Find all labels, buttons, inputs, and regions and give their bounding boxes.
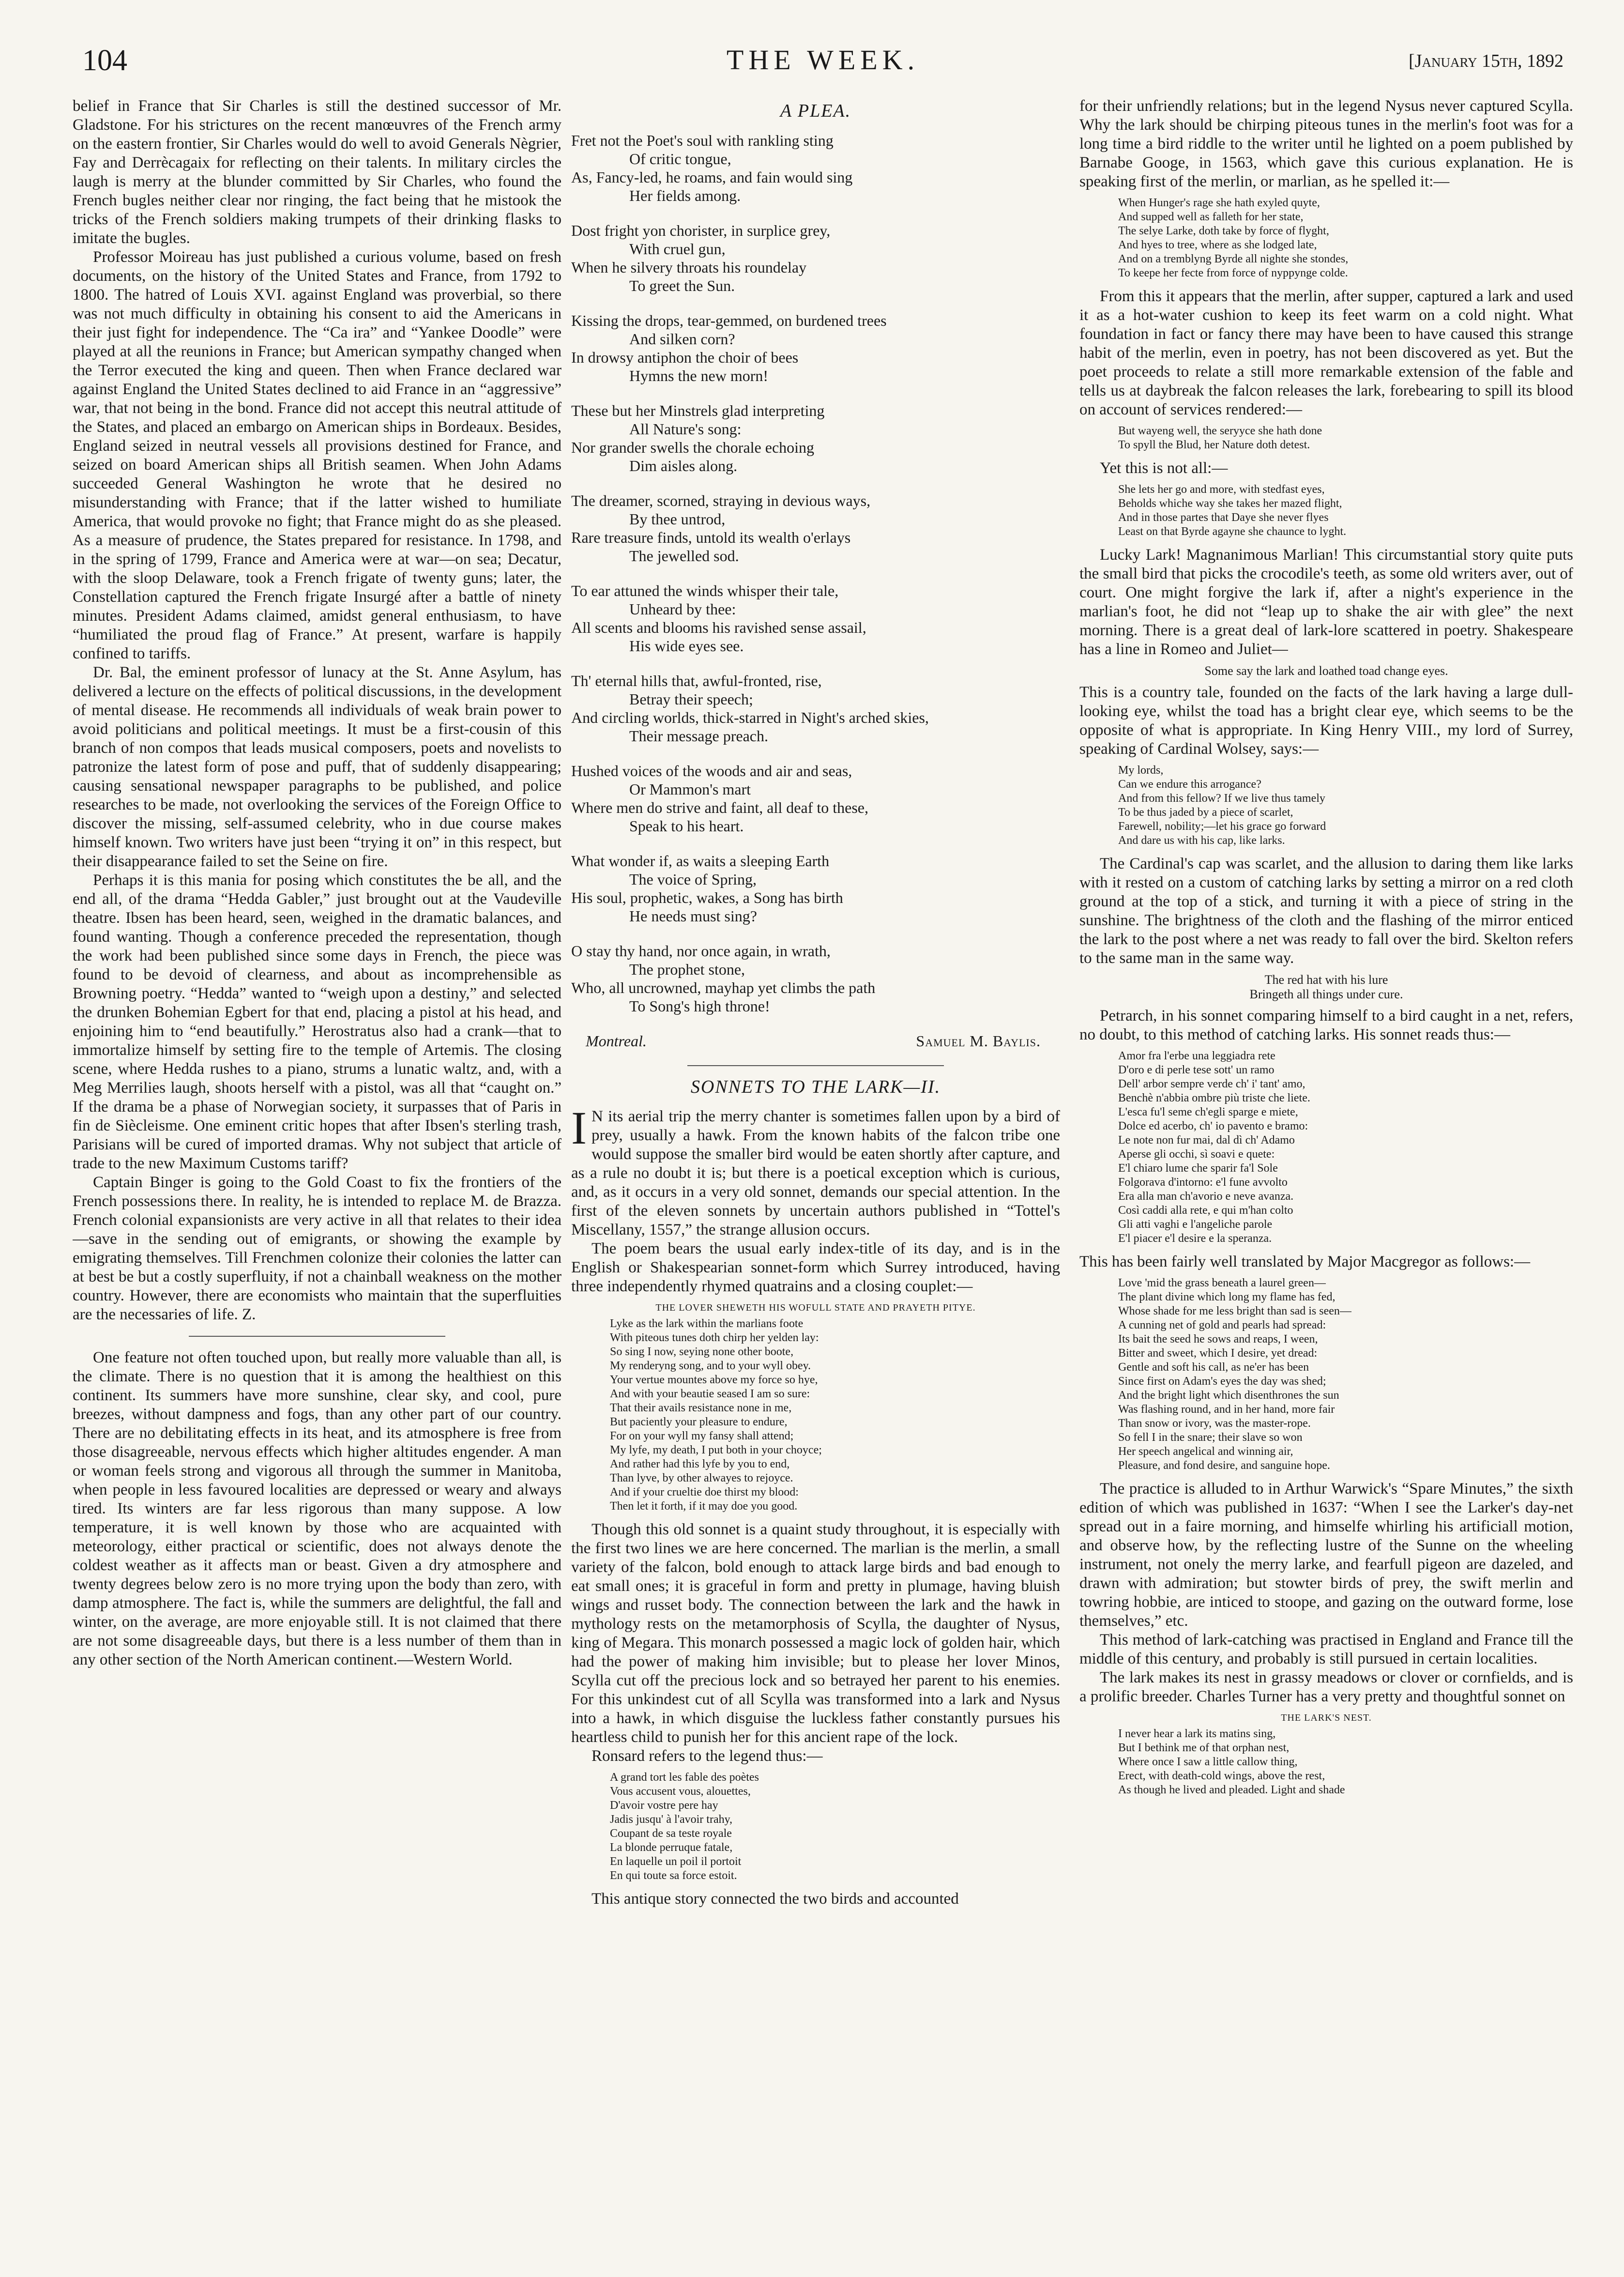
verse-line: When he silvery throats his roundelay: [571, 259, 807, 276]
shakespeare-quote: Some say the lark and loathed toad change eyes.: [1204, 664, 1448, 678]
issue-date: [January 15th, 1892: [1409, 51, 1563, 71]
verse-line: Bringeth all things under cure.: [1249, 987, 1403, 1001]
verse-line: Rare treasure finds, untold its wealth o'erlays: [571, 529, 851, 546]
verse-line: To be thus jaded by a piece of scarlet,: [1118, 806, 1293, 819]
verse-line: And supped well as falleth for her state,: [1118, 211, 1304, 223]
verse-line: With cruel gun,: [629, 240, 726, 258]
verse-line: A cunning net of gold and pearls had spread:: [1118, 1319, 1326, 1331]
verse-line: All scents and blooms his ravished sense assail,: [571, 619, 866, 636]
verse-line: En laquelle un poil il portoit: [610, 1855, 742, 1868]
paragraph: This has been fairly well translated by Major Macgregor as follows:—: [1079, 1253, 1531, 1270]
verse-line: The plant divine which long my flame has fed,: [1118, 1291, 1336, 1303]
verse-line: Was flashing round, and in her hand, more fair: [1118, 1403, 1335, 1416]
verse-line: Hymns the new morn!: [629, 367, 769, 384]
verse-line: The prophet stone,: [629, 961, 745, 978]
paragraph: Captain Binger is going to the Gold Coast to fix the frontiers of the French possessions there. In reality, he is intended to replace M. de Brazza. French colonial expansionists are very active in all that relates to their idea—save in the sending out of emigrants, or showing the example by emigrating themselves. Till Frenchmen colonize their colonies the latter can at best be but a costly superfluity, if not a chainball weakness on the mother country. However, there are economists who maintain that the superfluities are the necessaries of life. Z.: [73, 1174, 562, 1323]
verse-line: My renderyng song, and to your wyll obey.: [610, 1360, 811, 1372]
verse-line: And rather had this lyfe by you to end,: [610, 1458, 790, 1470]
quote-title: THE LOVER SHEWETH HIS WOFULL STATE AND PRAYETH PITYE.: [655, 1302, 976, 1313]
verse-line: Can we endure this arrogance?: [1118, 778, 1261, 791]
paragraph: The lark makes its nest in grassy meadows or clover or cornfields, and is a prolific breeder. Charles Turner has a very pretty and thoughtful sonnet on: [1079, 1669, 1573, 1705]
verse-line: D'oro e di perle tese sott' un ramo: [1118, 1064, 1275, 1076]
paragraph: This antique story connected the two birds and accounted: [592, 1890, 959, 1908]
stanza: [571, 491, 1060, 565]
sonnet-quote: [610, 1301, 1060, 1513]
stanza: [571, 852, 1060, 925]
verse-line: Folgorava d'intorno: e'l fune avvolto: [1118, 1176, 1288, 1189]
verse-line: A grand tort les fable des poètes: [610, 1771, 759, 1784]
verse-line: E'l chiaro lume che sparir fa'l Sole: [1118, 1162, 1278, 1175]
verse-line: Amor fra l'erbe una leggiadra rete: [1118, 1050, 1275, 1062]
verse-line: Then let it forth, if it may doe you good.: [610, 1500, 798, 1513]
verse-line: Benchè n'abbia ombre più triste che liete.: [1118, 1092, 1310, 1104]
verse-line: Beholds whiche way she takes her mazed flight,: [1118, 497, 1342, 510]
verse-line: D'avoir vostre pere hay: [610, 1799, 718, 1812]
verse-line: Whose shade for me less bright than sad is seen—: [1118, 1305, 1351, 1317]
verse-line: And from this fellow? If we live thus tamely: [1118, 792, 1325, 805]
paragraph: Perhaps it is this mania for posing which constitutes the be all, and the end all, of the drama “Hedda Gabler,” just brought out at the Vaudeville theatre. Ibsen has been heard, seen, weighed in the dramatic balances, and found wanting. Though a conference preceded the representation, though the work had been published since some days in French, the piece was found to be devoid of clearness, and about as incomprehensible as Browning poetry. “Hedda” wanted to “weigh upon a destiny,” and selected the drunken Bohemian Egbert for that end, placing a pistol at his head, and enjoining him to “end beautifully.” Herostratus also had a crank—that to immortalize himself by setting fire to the temple of Artemis. The closing scene, where Hedda rushes to a piano, strums a lunatic waltz, and, with a Meg Merrilies laugh, shoots herself with a pistol, was all that “caught on.” If the drama be a phase of Norwegian society, it surpasses that of Paris in fin de Siècleisme. One eminent critic hopes that after Ibsen's sterling trash, Parisians will be cured of imported dramas. Why not subject that article of trade to the new Maximum Customs tariff?: [73, 871, 562, 1172]
verse-line: So fell I in the snare; their slave so won: [1118, 1431, 1303, 1444]
verse-line: When Hunger's rage she hath exyled quyte,: [1118, 197, 1320, 209]
verse-line: Gentle and soft his call, as ne'er has been: [1118, 1361, 1309, 1374]
verse-line: Così caddi alla rete, e qui m'han colto: [1118, 1204, 1293, 1217]
verse-line: Than lyve, by other alwayes to rejoyce.: [610, 1472, 793, 1484]
verse-line: L'esca fu'l seme ch'egli sparge e miete,: [1118, 1106, 1298, 1118]
verse-line: And circling worlds, thick-starred in Night's arched skies,: [571, 709, 929, 726]
verse-line: Than snow or ivory, was the master-rope.: [1118, 1417, 1311, 1430]
verse-line: Gli atti vaghi e l'angeliche parole: [1118, 1218, 1273, 1231]
verse-line: And if your crueltie doe thirst my blood:: [610, 1486, 799, 1498]
verse-line: All Nature's song:: [629, 420, 742, 438]
signature-place: Montreal.: [586, 1032, 647, 1050]
paragraph: This method of lark-catching was practised in England and France till the middle of this century, and probably is still pursued in certain localities.: [1079, 1631, 1573, 1667]
paragraph: The practice is alluded to in Arthur Warwick's “Spare Minutes,” the sixth edition of which was published in 1637: “When I see the Larker's day-net spread out in a faire morning, and himselfe whirling his artificiall motion, and observe how, by the reflecting lustre of the Sunne on the wheeling instrument, not onely the merry larke, and fearfull pigeon are dazeled, and drawn with admiration; but stowter birds of prey, the swift merlin and towring hobbie, are inticed to stoope, and gazing on the outward forme, lose themselves,” etc.: [1079, 1480, 1573, 1630]
verse-line: To ear attuned the winds whisper their tale,: [571, 582, 839, 599]
paragraph: The Cardinal's cap was scarlet, and the allusion to daring them like larks with it rested on a custom of catching larks by setting a mirror on a red cloth ground at the top of a stick, and turning it with a piece of string in the sunshine. The brightness of the cloth and the flashing of the mirror enticed the lark to the post where a net was ready to fall over the bird. Skelton refers to the same man in the same way.: [1079, 855, 1573, 967]
verse-line: Le note non fur mai, dal dì ch' Adamo: [1118, 1134, 1295, 1146]
verse-line: As though he lived and pleaded. Light and shade: [1118, 1784, 1345, 1796]
verse-line: The jewelled sod.: [629, 547, 739, 565]
verse-line: Th' eternal hills that, awful-fronted, rise,: [571, 672, 822, 689]
verse-line: For on your wyll my fansy shall attend;: [610, 1430, 794, 1442]
verse-line: The dreamer, scorned, straying in devious ways,: [571, 492, 871, 509]
page-number: 104: [82, 44, 127, 77]
ronsard-quote: [610, 1771, 1060, 1883]
verse-line: E'l piacer e'l desire e la speranza.: [1118, 1232, 1272, 1245]
verse-line: In drowsy antiphon the choir of bees: [571, 349, 799, 366]
verse-line: Erect, with death-cold wings, above the rest,: [1118, 1770, 1325, 1782]
paragraph: One feature not often touched upon, but really more valuable than all, is the climate. There is no question that it is among the healthiest on this continent. Its summers have more sunshine, clear sky, and cool, pure breezes, without dampness and fogs, than any other part of our country. There are no debilitating effects in its heat, and its atmosphere is free from those disagreeable, nervous effects which higher altitudes engender. A man or woman feels strong and vigorous all through the summer in Manitoba, when people in less favoured localities are depressed or weary and always tired. Its winters are far less rigorous than many suppose. A low temperature, it is well known by those who are acquainted with meteorology, either practical or scientific, does not always denote the coldest weather as it affects man or beast. Given a dry atmosphere and twenty degrees below zero is no more trying upon the body than zero, with damp atmosphere. The fact is, while the summers are delightful, the fall and winter, on the average, are more enjoyable still. It is not claimed that there are not some disagreeable days, but there is a less number of them than in any other section of the North American continent.—Western World.: [73, 1349, 562, 1668]
column-left: [73, 97, 562, 2246]
verse-line: The red hat with his lure: [1264, 973, 1388, 987]
verse-line: Her fields among.: [629, 187, 741, 204]
verse-line: Who, all uncrowned, mayhap yet climbs the path: [571, 979, 876, 996]
verse-line: Jadis jusqu' à l'avoir trahy,: [610, 1813, 733, 1826]
verse-line: Or Mammon's mart: [629, 780, 751, 798]
verse-line: And silken corn?: [629, 330, 735, 348]
verse-line: My lyfe, my death, I put both in your choyce;: [610, 1444, 822, 1456]
turner-sonnet: [1118, 1711, 1573, 1797]
paragraph: Though this old sonnet is a quaint study throughout, it is especially with the first two lines we are here concerned. The marlian is the merlin, a small variety of the falcon, bold enough to attack large birds and bad enough to eat small ones; it is graceful in form and pretty in plumage, having bluish wings and russet body. The connection between the lark and the hawk in mythology rests on the metamorphosis of Scylla, the daughter of Nysus, king of Megara. This monarch possessed a magic lock of golden hair, which had the power of making him invisible; but to please her lover Minos, Scylla cut off the precious lock and so betrayed her parent to his enemies. For this unkindest cut of all Scylla was transformed into a lark and Nysus into a hawk, in which disguise the luckless father constantly pursues his heartless child to punish her for this ancient rape of the lock.: [571, 1521, 1060, 1746]
paragraph: Petrarch, in his sonnet comparing himself to a bird caught in a net, refers, no doubt, to this method of catching larks. His sonnet reads thus:—: [1079, 1007, 1573, 1043]
paragraph: This is a country tale, founded on the facts of the lark having a large dull-looking eye, whilst the toad has a bright clear eye, which seems to be the opposite of what is appropriate. In King Henry VIII., my lord of Surrey, speaking of Cardinal Wolsey, says:—: [1079, 684, 1573, 758]
stanza: [571, 672, 1060, 745]
verse-line: Unheard by thee:: [629, 600, 736, 618]
verse-line: By thee untrod,: [629, 510, 726, 528]
page-header: [73, 44, 1573, 82]
verse-line: Its bait the seed he sows and reaps, I ween,: [1118, 1333, 1318, 1345]
verse-line: She lets her go and more, with stedfast eyes,: [1118, 483, 1325, 496]
verse-line: And dare us with his cap, like larks.: [1118, 834, 1285, 847]
googe-quote-2: [1118, 424, 1573, 452]
column-right: [1079, 97, 1573, 2246]
verse-line: And the bright light which disenthrones the sun: [1118, 1389, 1339, 1402]
verse-line: Where once I saw a little callow thing,: [1118, 1756, 1298, 1768]
stanza: [571, 762, 1060, 835]
article-title: SONNETS TO THE LARK—II.: [690, 1077, 941, 1097]
henry-viii-quote: [1118, 764, 1573, 848]
verse-line: Of critic tongue,: [629, 150, 731, 168]
verse-line: Vous accusent vous, alouettes,: [610, 1785, 751, 1798]
verse-line: Your vertue mountes above my force so hye,: [610, 1374, 818, 1386]
googe-quote-3: [1118, 483, 1573, 539]
verse-line: Era alla man ch'avorio e neve avanza.: [1118, 1190, 1294, 1203]
verse-line: Betray their speech;: [629, 690, 753, 708]
stanza: [571, 401, 1060, 475]
verse-line: What wonder if, as waits a sleeping Earth: [571, 852, 830, 870]
paragraph: Ronsard refers to the legend thus:—: [592, 1747, 823, 1765]
paragraph: The poem bears the usual early index-title of its day, and is in the English or Shakespearian sonnet-form which Surrey introduced, having three independently rhymed quatrains and a closing couplet:—: [571, 1240, 1060, 1295]
paragraph: belief in France that Sir Charles is still the destined successor of Mr. Gladstone. For his strictures on the recent manœuvres of the French army on the eastern frontier, Sir Charles would do well to avoid Generals Nègrier, Fay and Derrècagaix for reflecting on their talents. In military circles the laugh is merry at the blunder committed by Sir Charles, who found the French bugles neither clear nor ringing, the fact being that he mistook the tricks of the French soldiers making trumpets of their drinking flasks to imitate the bugles.: [73, 97, 562, 247]
verse-line: Their message preach.: [629, 727, 768, 745]
paragraph: Yet this is not all:—: [1100, 459, 1228, 477]
verse-line: These but her Minstrels glad interpreting: [571, 402, 825, 419]
verse-line: As, Fancy-led, he roams, and fain would sing: [571, 168, 853, 186]
poem-title: A PLEA.: [780, 101, 851, 121]
stanza: [571, 311, 1060, 385]
verse-line: En qui toute sa force estoit.: [610, 1869, 737, 1882]
signature-author: Samuel M. Baylis.: [916, 1032, 1041, 1050]
verse-line: With piteous tunes doth chirp her yelden lay:: [610, 1331, 819, 1344]
paragraph: I N its aerial trip the merry chanter is sometimes fallen upon by a bird of prey, usually a hawk. From the known habits of the falcon tribe one would suppose the smaller bird would be eaten shortly after capture, and as a rule no doubt it is; but there is a poetical exception which is curious, and, as it occurs in a very old sonnet, demands our special attention. In the first of the eleven sonnets by uncertain authors published in “Tottel's Miscellany, 1557,” the strange allusion occurs.: [571, 1102, 1060, 1238]
verse-line: Where men do strive and faint, all deaf to these,: [571, 799, 868, 816]
paragraph: Lucky Lark! Magnanimous Marlian! This circumstantial story quite puts the small bird that picks the crocodile's teeth, as some old writers aver, out of court. One might forgive the lark if, after a night's experience in the marlian's foot, he did not “leap up to shake the air with glee” the next morning. There is a great deal of lark-lore scattered in poetry. Shakespeare has a line in Romeo and Juliet—: [1079, 546, 1573, 658]
verse-line: I never hear a lark its matins sing,: [1118, 1727, 1276, 1740]
verse-line: To keepe her fecte from force of nyppynge colde.: [1118, 267, 1348, 279]
stanza: [571, 131, 1060, 205]
verse-line: Aperse gli occhi, sì soavi e quete:: [1118, 1148, 1275, 1161]
stanza: [571, 942, 1060, 1015]
verse-line: The selye Larke, doth take by force of flyght,: [1118, 225, 1329, 237]
macgregor-translation: [1118, 1276, 1573, 1473]
verse-line: And in those partes that Daye she never flyes: [1118, 511, 1329, 524]
verse-line: La blonde perruque fatale,: [610, 1841, 733, 1854]
verse-line: Speak to his heart.: [629, 817, 744, 835]
verse-line: He needs must sing?: [629, 907, 757, 925]
verse-line: To greet the Sun.: [629, 277, 735, 294]
verse-line: Coupant de sa teste royale: [610, 1827, 732, 1840]
verse-line: But wayeng well, the seryyce she hath done: [1118, 425, 1322, 437]
verse-line: Hushed voices of the woods and air and seas,: [571, 762, 852, 779]
verse-line: Least on that Byrde agayne she chaunce to lyght.: [1118, 525, 1347, 538]
verse-line: To spyll the Blud, her Nature doth detest.: [1118, 439, 1310, 451]
verse-line: Her speech angelical and winning air,: [1118, 1445, 1293, 1458]
poem-signature: [586, 1032, 1041, 1051]
verse-line: To Song's high throne!: [629, 997, 770, 1015]
paragraph: for their unfriendly relations; but in the legend Nysus never captured Scylla. Why the lark should be chirping piteous tunes in the merlin's foot was for a long time a bird riddle to the writer until he lighted on a poem published by Barnabe Googe, in 1563, which gave this curious explanation. He is speaking first of the merlin, or marlian, as he spelled it:—: [1079, 97, 1573, 190]
section-divider: [189, 1336, 445, 1337]
verse-line: Kissing the drops, tear-gemmed, on burdened trees: [571, 312, 887, 329]
stanza: [571, 221, 1060, 295]
verse-line: Dim aisles along.: [629, 457, 738, 474]
quote-title: THE LARK'S NEST.: [1281, 1712, 1372, 1723]
verse-line: Nor grander swells the chorale echoing: [571, 439, 815, 456]
verse-line: Farewell, nobility;—let his grace go forward: [1118, 820, 1326, 833]
verse-line: Bitter and sweet, which I desire, yet dread:: [1118, 1347, 1318, 1360]
verse-line: Dolce ed acerbo, ch' io pavento e bramo:: [1118, 1120, 1308, 1132]
verse-line: But paciently your pleasure to endure,: [610, 1416, 788, 1428]
verse-line: My lords,: [1118, 764, 1164, 777]
verse-line: And hyes to tree, where as she lodged late,: [1118, 239, 1317, 251]
verse-line: Fret not the Poet's soul with rankling sting: [571, 132, 834, 149]
drop-cap: I: [571, 1102, 587, 1154]
skelton-quote: [1079, 973, 1573, 1002]
column-middle: [571, 97, 1060, 2246]
verse-line: Since first on Adam's eyes the day was shed;: [1118, 1375, 1326, 1388]
verse-line: Dost fright yon chorister, in surplice grey,: [571, 222, 831, 239]
paragraph: Dr. Bal, the eminent professor of lunacy at the St. Anne Asylum, has delivered a lecture on the effects of political discussions, in the development of mental disease. He recommends all individuals of weak brain power to avoid politicians and political meetings. It must be a first-cousin of this branch of non compos that leads musical composers, poets and novelists to patronize the latest form of pose and puff, that of suddenly disappearing; causing sensational newspaper paragraphs to be published, and police researches to be made, not overlooking the services of the Foreign Office to discover the missing, self-assumed celebrity, who in due course makes himself known. Two writers have just been “trying it on” in this respect, but their disappearance failed to set the Seine on fire.: [73, 664, 562, 870]
verse-line: Pleasure, and fond desire, and sanguine hope.: [1118, 1459, 1330, 1472]
verse-line: And on a tremblyng Byrde all nighte she stondes,: [1118, 253, 1349, 265]
masthead: THE WEEK.: [726, 44, 920, 76]
stanza: [571, 581, 1060, 655]
verse-line: O stay thy hand, nor once again, in wrath,: [571, 942, 831, 960]
verse-line: His wide eyes see.: [629, 637, 744, 655]
paragraph: Professor Moireau has just published a curious volume, based on fresh documents, on the history of the United States and France, from 1792 to 1800. The hatred of Louis XVI. against England was proverbial, so there was not much difficulty in obtaining his consent to aid the Americans in their just fight for independence. The “Ca ira” and “Yankee Doodle” were played at all the reunions in France; but American sympathy changed when the Terror executed the king and queen. Then when France declared war against England the United States declined to aid France in an “aggressive” war, that not being in the bond. France did not accept this neutral attitude of the States, and placed an embargo on American ships in Bordeaux. Besides, England seized in neutral vessels all provisions destined for France, and seized on board American ships all British seamen. When John Adams succeeded General Washington he wrote that he desired no misunderstanding with France; that if the latter wished to humiliate America, that would provoke no fight; that France might do as she pleased. As a measure of prudence, the States prepared for resistance. In 1798, and in the spring of 1799, France and America were at war—on sea; Decatur, with the sloop Delaware, took a French frigate of twenty guns; later, the Constellation captured the French frigate Insurgé after a battle of ninety minutes. President Adams claimed, amidst general enthusiasm, to have “humiliated the proud flag of France.” At present, warfare is happily confined to tariffs.: [73, 248, 562, 662]
verse-line: But I bethink me of that orphan nest,: [1118, 1742, 1290, 1754]
section-divider: [687, 1065, 944, 1066]
verse-line: Dell' arbor sempre verde ch' i' tant' amo,: [1118, 1078, 1305, 1090]
verse-line: His soul, prophetic, wakes, a Song has birth: [571, 889, 843, 906]
petrarch-quote: [1118, 1049, 1573, 1246]
verse-line: Lyke as the lark within the marlians foote: [610, 1317, 804, 1330]
verse-line: That their avails resistance none in me,: [610, 1402, 792, 1414]
verse-line: Love 'mid the grass beneath a laurel green—: [1118, 1277, 1326, 1289]
paragraph: From this it appears that the merlin, after supper, captured a lark and used it as a hot-water cushion to keep its feet warm on a cold night. What foundation in fact or fancy there may have been to have caused this strange habit of the merlin, even in poetry, has not been discovered as yet. But the poet proceeds to relate a still more remarkable extension of the fable and tells us at daybreak the falcon releases the lark, forebearing to spill its blood on account of services rendered:—: [1079, 288, 1573, 418]
poem-a-plea: [571, 131, 1060, 1015]
verse-line: So sing I now, seying none other boote,: [610, 1345, 794, 1358]
verse-line: The voice of Spring,: [629, 871, 757, 888]
verse-line: And with your beautie seased I am so sure:: [610, 1388, 810, 1400]
googe-quote: [1118, 196, 1573, 280]
